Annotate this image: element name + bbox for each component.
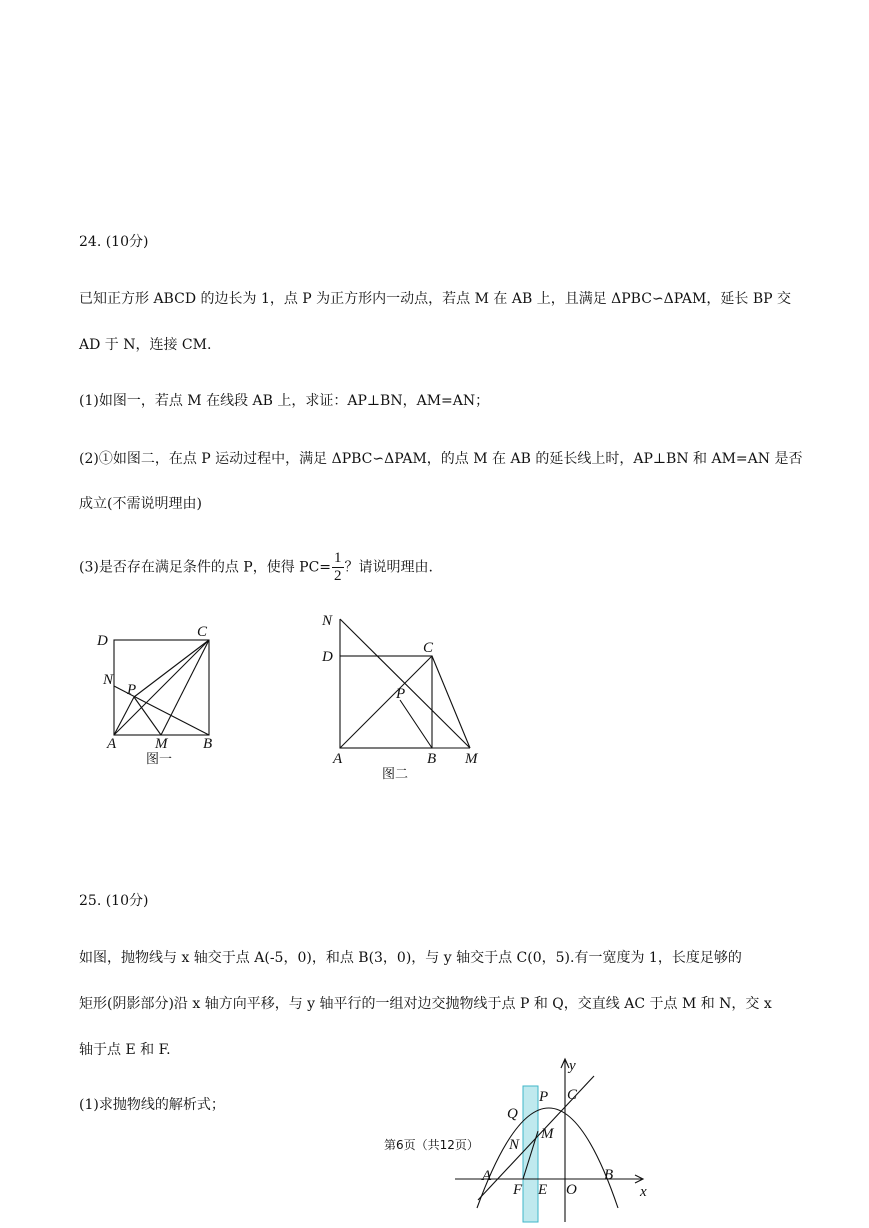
fraction-numerator: 1 [334,550,342,566]
q24-part2-line1: (2)①如图二，在点 P 运动过程中，满足 ΔPBC∽ΔPAM，的点 M 在 AB 的延长线上时，AP⊥BN 和 AM=AN 是否 [79,451,803,467]
fig2-label-P: P [396,686,406,702]
q25-intro-line3: 轴于点 E 和 F. [79,1042,171,1058]
fig2-label-D: D [322,649,333,665]
label-y: y [569,1058,576,1074]
fig1-label-N: N [103,672,114,688]
label-P: P [539,1089,549,1105]
label-M: M [541,1126,554,1142]
label-A: A [482,1168,492,1184]
fig2-label-A: A [333,751,343,767]
fig2-label-B: B [427,751,437,767]
q24-part3-tail: ？请说明理由. [344,559,433,576]
fig1-caption: 图一 [146,752,173,767]
q25-intro-line1: 如图，抛物线与 x 轴交于点 A(-5，0)，和点 B(3，0)，与 y 轴交于点 C(0，5).有一宽度为 1，长度足够的 [79,950,742,966]
q24-intro-line2: AD 于 N，连接 CM. [79,337,212,353]
fraction-denominator: 2 [334,568,342,584]
label-N: N [509,1137,520,1153]
fig1-label-A: A [107,736,117,752]
fig2-label-C: C [423,640,434,656]
label-E: E [538,1182,548,1198]
page-footer: 第6页（共12页） [384,1138,479,1152]
q24-header: 24. (10分) [79,234,149,250]
q24-part1: (1)如图一，若点 M 在线段 AB 上，求证：AP⊥BN，AM=AN； [79,393,490,409]
q25-part1: (1)求抛物线的解析式； [79,1097,225,1113]
q24-intro-line1: 已知正方形 ABCD 的边长为 1，点 P 为正方形内一动点，若点 M 在 AB 上，且满足 ΔPBC∽ΔPAM，延长 BP 交 [79,291,791,307]
fig1-label-M: M [155,736,168,752]
q25-header: 25. (10分) [79,893,149,909]
fig2-label-M: M [465,751,478,767]
q25-intro-line2: 矩形(阴影部分)沿 x 轴方向平移，与 y 轴平行的一组对边交抛物线于点 P 和 Q，交直线 AC 于点 M 和 N，交 x [79,996,772,1012]
label-Q: Q [507,1106,518,1122]
label-F: F [513,1182,523,1198]
fig2-caption: 图二 [382,767,409,782]
fig2-label-N: N [322,613,333,629]
label-C: C [567,1087,578,1103]
fig1-label-B: B [203,736,213,752]
fig1-label-C: C [197,624,208,640]
q24-part3-text: (3)是否存在满足条件的点 P，使得 PC= [79,559,332,576]
label-O: O [566,1182,577,1198]
fig1-label-P: P [127,682,137,698]
parabola-curve [477,1108,618,1208]
q24-part2-line2: 成立(不需说明理由) [79,496,202,512]
fig1-label-D: D [97,633,108,649]
label-x: x [640,1184,647,1200]
label-B: B [604,1167,614,1183]
